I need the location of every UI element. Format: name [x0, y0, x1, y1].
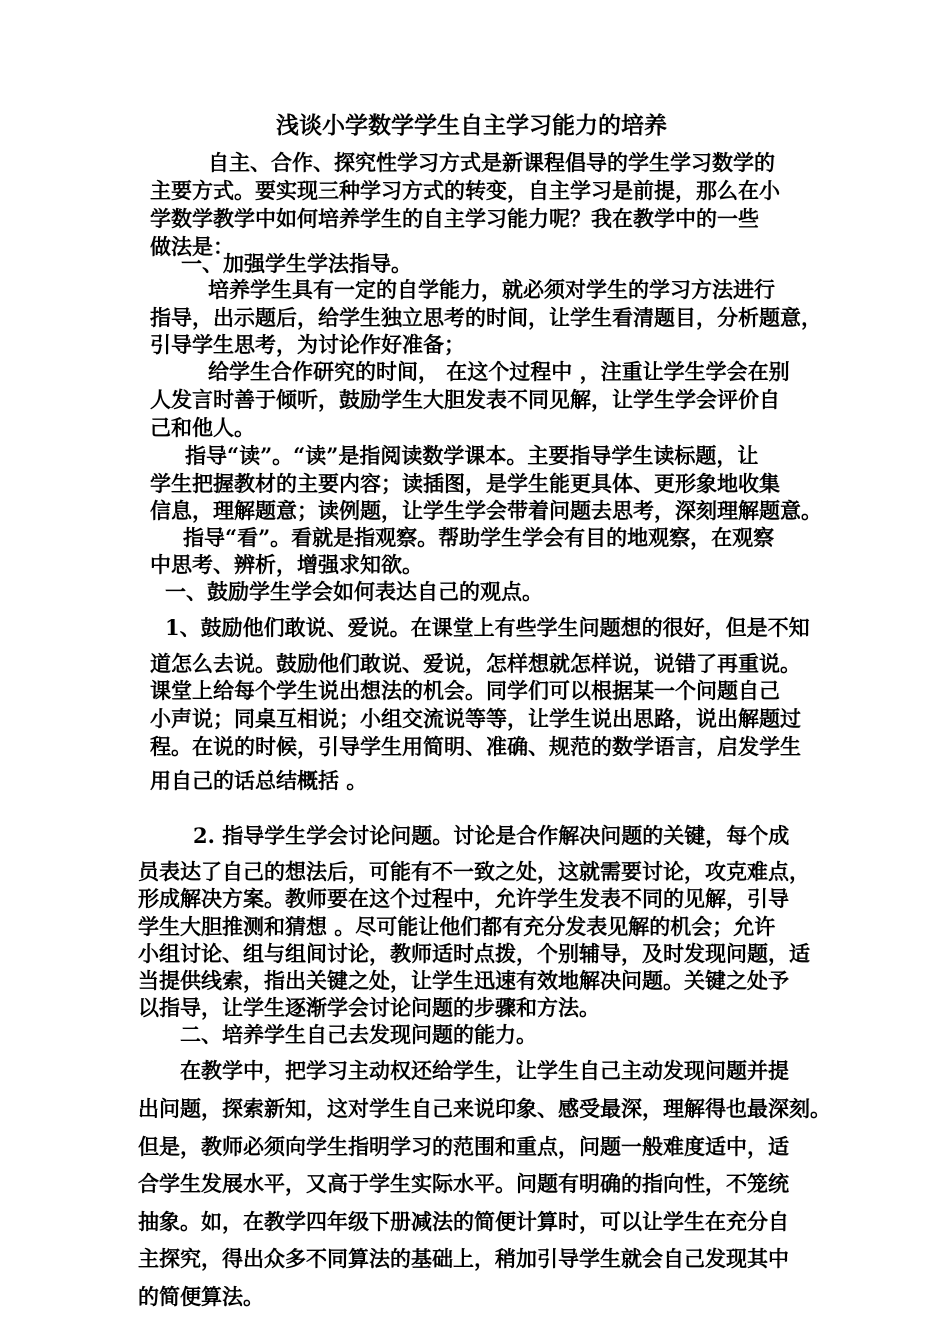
paragraph-line: 以指导，让学生逐渐学会讨论问题的步骤和方法。 — [138, 995, 600, 1020]
paragraph-line: 信息，理解题意；读例题，让学生学会带着问题去思考，深刻理解题意。 — [150, 498, 822, 523]
paragraph-line: 主探究，得出众多不同算法的基础上，稍加引导学生就会自己发现其中 — [138, 1246, 789, 1271]
paragraph-line: 引导学生思考，为讨论作好准备； — [150, 332, 465, 357]
paragraph-line: 在教学中，把学习主动权还给学生，让学生自己主动发现问题并提 — [180, 1058, 789, 1083]
paragraph-line: 指导，出示题后，给学生独立思考的时间，让学生看清题目，分析题意， — [150, 305, 822, 330]
paragraph-line: 做法是： — [150, 234, 234, 259]
paragraph-line: 学生把握教材的主要内容；读插图，是学生能更具体、更形象地收集 — [150, 471, 780, 496]
paragraph-line: 中思考、辨析，增强求知欲。 — [150, 552, 423, 577]
page-title: 浅谈小学数学学生自主学习能力的培养 — [276, 112, 667, 139]
paragraph-line: 培养学生具有一定的自学能力，就必须对学生的学习方法进行 — [208, 277, 775, 302]
paragraph-line: 员表达了自己的想法后，可能有不一致之处，这就需要讨论，攻克难点， — [138, 859, 810, 884]
section-heading: 一、加强学生学法指导。 — [181, 251, 412, 276]
paragraph-line: 指导“看”。看就是指观察。帮助学生学会有目的地观察，在观察 — [183, 525, 775, 550]
paragraph-line: 抽象。如，在教学四年级下册减法的简便计算时，可以让学生在充分自 — [138, 1209, 789, 1234]
paragraph-line: 2. 指导学生学会讨论问题。讨论是合作解决问题的关键，每个成 — [193, 823, 790, 848]
paragraph-line: 学数学教学中如何培养学生的自主学习能力呢？我在教学中的一些 — [150, 206, 759, 231]
paragraph-line: 形成解决方案。教师要在这个过程中，允许学生发表不同的见解，引导 — [138, 886, 789, 911]
paragraph-line: 程。在说的时候，引导学生用简明、准确、规范的数学语言，启发学生 — [150, 734, 801, 759]
section-heading: 二、培养学生自己去发现问题的能力。 — [180, 1022, 537, 1047]
paragraph-line: 指导“读”。“读”是指阅读数学课本。主要指导学生读标题，让 — [185, 443, 759, 468]
paragraph-line: 主要方式。要实现三种学习方式的转变，自主学习是前提，那么在小 — [150, 178, 780, 203]
paragraph-line: 学生大胆推测和猜想 。尽可能让他们都有充分发表见解的机会；允许 — [138, 914, 776, 939]
paragraph-line: 但是，教师必须向学生指明学习的范围和重点，问题一般难度适中，适 — [138, 1134, 789, 1159]
paragraph-line: 的简便算法。 — [138, 1284, 264, 1309]
paragraph-line: 人发言时善于倾听，鼓励学生大胆发表不同见解，让学生学会评价自 — [150, 387, 780, 412]
paragraph-line: 合学生发展水平，又高于学生实际水平。问题有明确的指向性，不笼统 — [138, 1171, 789, 1196]
paragraph-line: 课堂上给每个学生说出想法的机会。同学们可以根据某一个问题自己 — [150, 678, 780, 703]
paragraph-line: 道怎么去说。鼓励他们敢说、爱说，怎样想就怎样说，说错了再重说。 — [150, 651, 801, 676]
paragraph-line: 己和他人。 — [150, 415, 255, 440]
paragraph-line: 出问题，探索新知，这对学生自己来说印象、感受最深，理解得也最深刻。 — [138, 1096, 831, 1121]
section-heading: 一、鼓励学生学会如何表达自己的观点。 — [165, 579, 543, 604]
paragraph-line: 用自己的话总结概括 。 — [150, 768, 368, 793]
paragraph-line: 小声说；同桌互相说；小组交流说等等，让学生说出思路，说出解题过 — [150, 706, 801, 731]
paragraph-line: 给学生合作研究的时间， 在这个过程中 ，注重让学生学会在别 — [208, 359, 790, 384]
paragraph-line: 当提供线索，指出关键之处，让学生迅速有效地解决问题。关键之处予 — [138, 968, 789, 993]
paragraph-line: 小组讨论、组与组间讨论，教师适时点拨，个别辅导，及时发现问题，适 — [138, 941, 810, 966]
paragraph-line: 自主、合作、探究性学习方式是新课程倡导的学生学习数学的 — [208, 150, 775, 175]
paragraph-line: 1、鼓励他们敢说、爱说。在课堂上有些学生问题想的很好，但是不知 — [165, 615, 810, 640]
